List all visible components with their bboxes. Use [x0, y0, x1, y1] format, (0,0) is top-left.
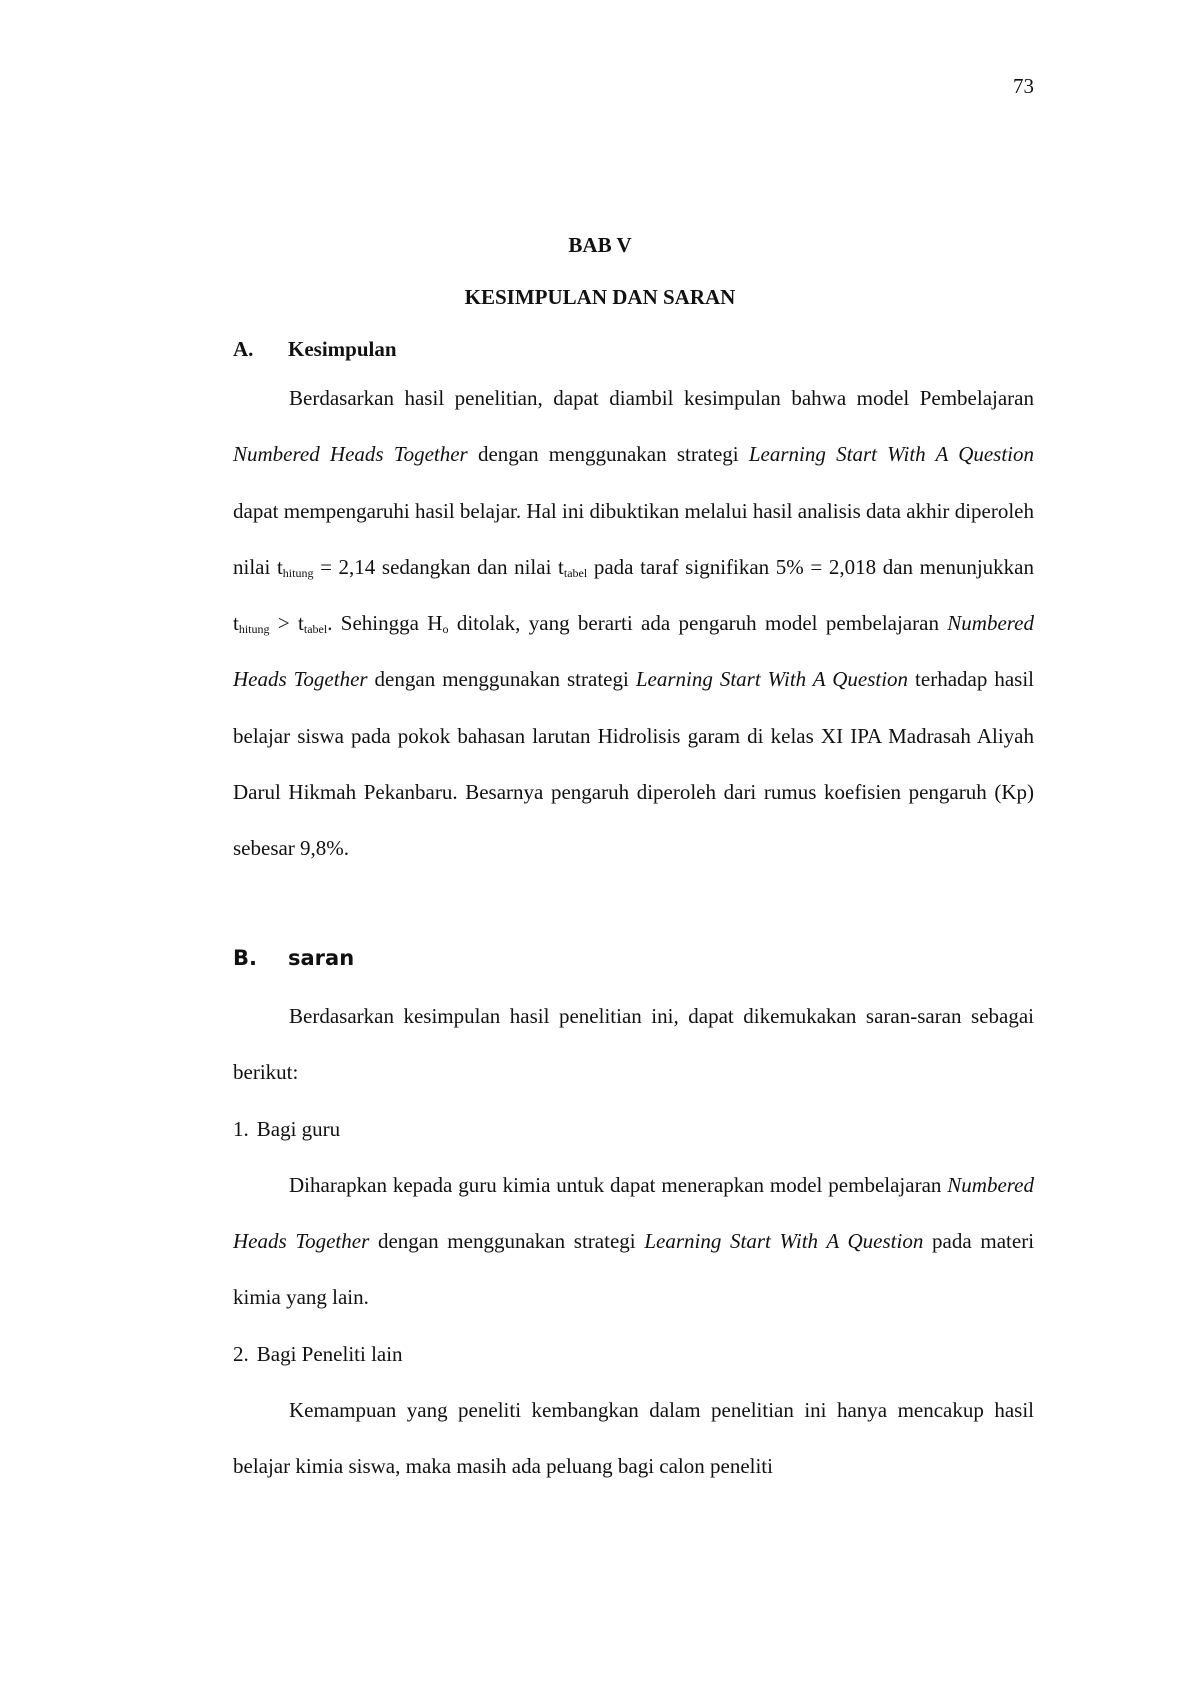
subscript-o: o [442, 622, 449, 637]
page-number: 73 [1013, 74, 1034, 98]
list-item-number: 1. [233, 1116, 249, 1141]
model-name: Numbered Heads Together [233, 611, 1035, 692]
strategy-name: Learning Start With A Question [635, 667, 909, 692]
conclusion-text: ditolak, yang berarti ada pengaruh model pembelajaran [448, 611, 948, 636]
suggestion-intro: Berdasarkan kesimpulan hasil penelitian ini, dapat dikemukakan saran-saran sebagai berikut: [233, 1004, 1034, 1085]
list-item-number: 2. [233, 1341, 249, 1366]
conclusion-text: = 2,14 sedangkan dan nilai t [313, 554, 564, 579]
section-a-heading [233, 337, 397, 362]
section-a-number: A. [233, 337, 254, 361]
conclusion-text: dengan menggunakan strategi [467, 442, 749, 467]
conclusion-text: . Sehingga H [327, 611, 443, 636]
subscript-tabel: tabel [303, 622, 328, 637]
model-name: Numbered Heads Together [233, 442, 468, 467]
conclusion-text: dengan menggunakan strategi [367, 667, 636, 692]
conclusion-text: dapat mempengaruhi hasil belajar. Hal ini dibuktikan melalui hasil analisis data akhir diperoleh nilai t [233, 498, 1034, 579]
section-b-body [233, 988, 1034, 1495]
section-b-number: B. [233, 946, 257, 970]
section-a-body [233, 370, 1034, 877]
subscript-hitung: hitung [238, 622, 270, 637]
conclusion-text: pada taraf signifikan 5% = 2,018 dan menunjukkan t [233, 554, 1034, 636]
section-a-title: Kesimpulan [288, 337, 397, 361]
strategy-name: Learning Start With A Question [644, 1229, 924, 1254]
chapter-number: BAB V [568, 233, 632, 257]
section-b-heading [233, 946, 354, 970]
conclusion-text: Berdasarkan hasil penelitian, dapat diambil kesimpulan bahwa model Pembelajaran [289, 386, 1034, 410]
suggestion-text: dengan menggunakan strategi [369, 1229, 645, 1254]
list-item-label: Bagi Peneliti lain [256, 1341, 403, 1366]
suggestion-text: Diharapkan kepada guru kimia untuk dapat menerapkan model pembelajaran [289, 1172, 948, 1197]
suggestion-text: pada materi kimia yang lain. [233, 1229, 1035, 1310]
strategy-name: Learning Start With A Question [748, 442, 1035, 467]
model-name: Numbered Heads Together [233, 1172, 1034, 1254]
section-b-title: saran [288, 946, 355, 970]
conclusion-text: > t [269, 611, 304, 636]
suggestion-peneliti-paragraph: Kemampuan yang peneliti kembangkan dalam penelitian ini hanya mencakup hasil belajar kimia siswa, maka masih ada peluang bagi calon peneliti [233, 1398, 1034, 1479]
list-item-guru [233, 1101, 1034, 1157]
suggestion-guru-paragraph [233, 1157, 1034, 1326]
list-item-peneliti [233, 1326, 1034, 1382]
list-item-label: Bagi guru [256, 1116, 341, 1141]
subscript-hitung: hitung [282, 565, 314, 580]
conclusion-text: terhadap hasil belajar siswa pada pokok bahasan larutan Hidrolisis garam di kelas XI IPA Madrasah Aliyah Darul Hikmah Pekanbaru. Besarnya pengaruh diperoleh dari rumus koefisien pengaruh (Kp) sebesar 9,8%. [233, 667, 1035, 861]
subscript-tabel: tabel [563, 565, 588, 580]
conclusion-paragraph [233, 370, 1034, 877]
chapter-title: KESIMPULAN DAN SARAN [464, 285, 736, 309]
